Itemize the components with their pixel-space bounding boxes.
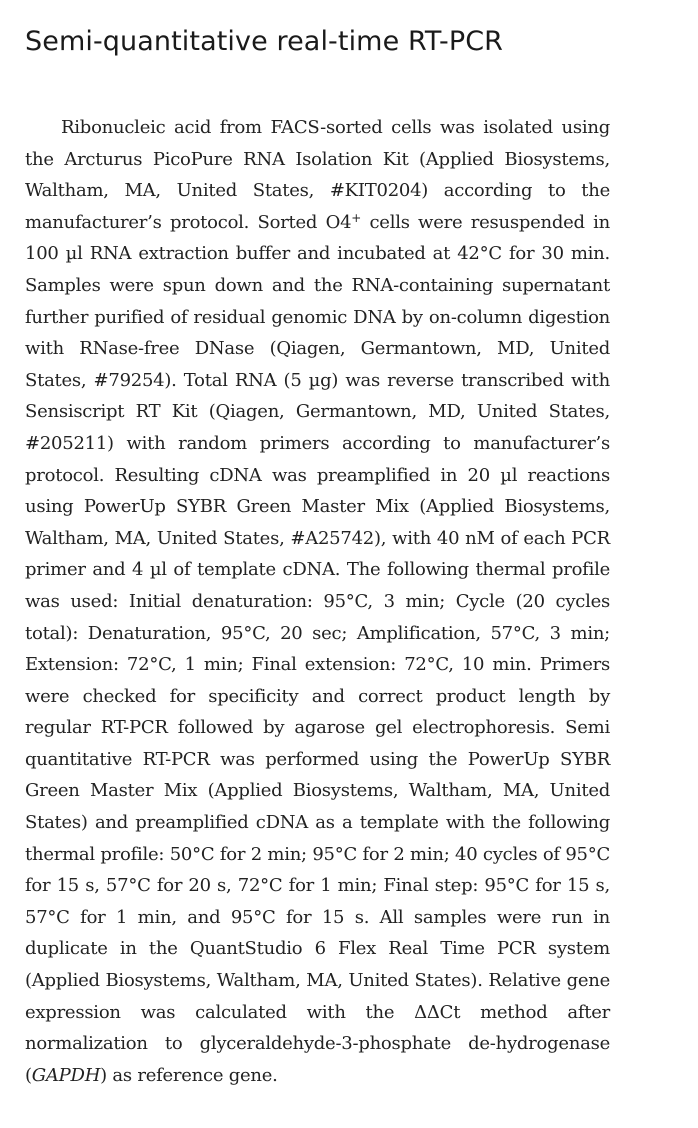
section-heading: Semi-quantitative real-time RT-PCR bbox=[25, 26, 504, 57]
superscript-plus: + bbox=[351, 210, 362, 225]
paragraph-text-part-c: ) as reference gene. bbox=[100, 1064, 278, 1086]
gene-name-italic: GAPDH bbox=[31, 1064, 101, 1086]
paragraph-text-part-b: cells were resuspended in 100 µl RNA extraction buffer and incubated at 42°C for 30 min. Samples were spun down and the RNA-containing supernatant further purified of residual genomic DNA by on-column digestion with RNase-free DNase (Qiagen, Germantown, MD, United States, #79254). Total RNA (5 µg) was reverse transcribed with Sensiscript RT Kit (Qiagen, Germantown, MD, United States, #205211) with random primers according to manufacturer’s protocol. Resulting cDNA was preamplified in 20 µl reactions using PowerUp SYBR Green Master Mix (Applied Biosystems, Waltham, MA, United States, #A25742), with 40 nM of each PCR primer and 4 µl of template cDNA. The following thermal profile was used: Initial denaturation: 95°C, 3 min; Cycle (20 cycles total): Denaturation, 95°C, 20 sec; Amplification, 57°C, 3 min; Extension: 72°C, 1 min; Final extension: 72°C, 10 min. Primers were checked for specificity and correct product length by regular RT-PCR followed by agarose gel electrophoresis. Semi quantitative RT-PCR was performed using the PowerUp SYBR Green Master Mix (Applied Biosystems, Waltham, MA, United States) and preamplified cDNA as a template with the following thermal profile: 50°C for 2 min; 95°C for 2 min; 40 cycles of 95°C for 15 s, 57°C for 20 s, 72°C for 1 min; Final step: 95°C for 15 s, 57°C for 1 min, and 95°C for 15 s. All samples were run in duplicate in the QuantStudio 6 Flex Real Time PCR system (Applied Biosystems, Waltham, MA, United States). Relative gene expression was calculated with the ΔΔCt method after normalization to glyceraldehyde-3-phosphate de-hydrogenase ( bbox=[25, 211, 611, 1086]
paragraph-text-part-a: Ribonucleic acid from FACS-sorted cells was isolated using the Arcturus PicoPure RNA Isolation Kit (Applied Biosystems, Waltham, MA, United States, #KIT0204) according to the manufacturer’s protocol. Sorted O4 bbox=[25, 117, 610, 233]
methods-paragraph bbox=[25, 112, 610, 1091]
